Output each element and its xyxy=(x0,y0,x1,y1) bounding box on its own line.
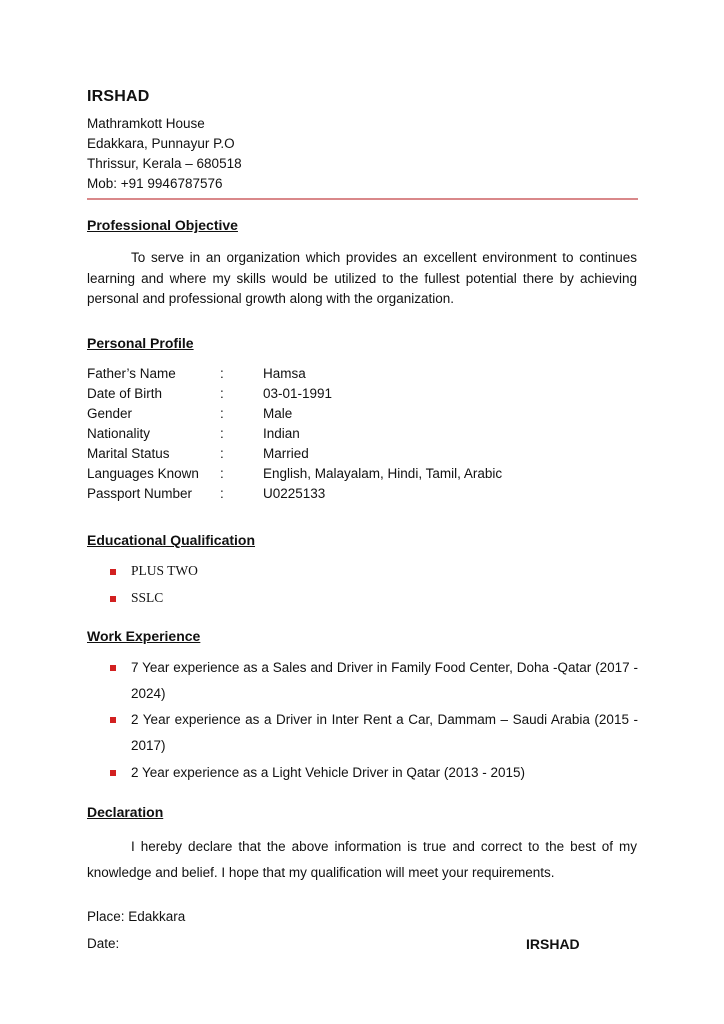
candidate-name: IRSHAD xyxy=(87,88,150,105)
profile-value: English, Malayalam, Hindi, Tamil, Arabic xyxy=(263,466,503,481)
bullet-icon xyxy=(110,596,116,602)
address-line: Mathramkott House xyxy=(87,116,205,131)
profile-value: U0225133 xyxy=(263,486,326,501)
profile-row xyxy=(87,486,627,506)
objective-text: To serve in an organization which provides an excellent environment to continues learning and where my skills would be utilized to the fullest potential there by achieving personal and professional growth along with the organization. xyxy=(87,250,637,306)
profile-value: 03-01-1991 xyxy=(263,386,333,401)
profile-row xyxy=(87,426,627,446)
date-line: Date: xyxy=(87,936,120,951)
profile-row xyxy=(87,386,627,406)
profile-colon: : xyxy=(220,366,224,381)
section-heading-objective: Professional Objective xyxy=(87,217,238,233)
profile-value: Male xyxy=(263,406,293,421)
profile-colon: : xyxy=(220,466,224,481)
education-item: PLUS TWO xyxy=(131,563,198,578)
profile-row xyxy=(87,466,627,486)
profile-row xyxy=(87,366,627,386)
profile-label: Father’s Name xyxy=(87,366,176,381)
profile-label: Passport Number xyxy=(87,486,193,501)
bullet-icon xyxy=(110,770,116,776)
profile-label: Nationality xyxy=(87,426,151,441)
signature-name: IRSHAD xyxy=(526,936,580,952)
profile-colon: : xyxy=(220,486,224,501)
profile-value: Hamsa xyxy=(263,366,306,381)
profile-row xyxy=(87,406,627,426)
address-line: Thrissur, Kerala – 680518 xyxy=(87,156,242,171)
section-heading-declaration: Declaration xyxy=(87,804,164,820)
profile-value: Indian xyxy=(263,426,300,441)
mobile-number: Mob: +91 9946787576 xyxy=(87,176,223,191)
profile-label: Gender xyxy=(87,406,133,421)
declaration-text: I hereby declare that the above information is true and correct to the best of my knowledge and belief. I hope that my qualification will meet your requirements. xyxy=(87,839,637,880)
profile-value: Married xyxy=(263,446,309,461)
section-heading-education: Educational Qualification xyxy=(87,532,256,548)
experience-item: 2 Year experience as a Driver in Inter Rent a Car, Dammam – Saudi Arabia (2015 - 2017) xyxy=(131,712,638,753)
education-item: SSLC xyxy=(131,590,164,605)
bullet-icon xyxy=(110,717,116,723)
bullet-icon xyxy=(110,665,116,671)
profile-label: Marital Status xyxy=(87,446,170,461)
profile-label: Date of Birth xyxy=(87,386,163,401)
section-heading-experience: Work Experience xyxy=(87,628,201,644)
profile-row xyxy=(87,446,627,466)
profile-colon: : xyxy=(220,446,224,461)
address-line: Edakkara, Punnayur P.O xyxy=(87,136,235,151)
profile-colon: : xyxy=(220,406,224,421)
header-divider xyxy=(87,198,638,200)
profile-colon: : xyxy=(220,386,224,401)
experience-item: 2 Year experience as a Light Vehicle Driver in Qatar (2013 - 2015) xyxy=(131,765,525,780)
section-heading-profile: Personal Profile xyxy=(87,335,194,351)
profile-colon: : xyxy=(220,426,224,441)
bullet-icon xyxy=(110,569,116,575)
place-line: Place: Edakkara xyxy=(87,909,186,924)
profile-label: Languages Known xyxy=(87,466,199,481)
experience-item: 7 Year experience as a Sales and Driver in Family Food Center, Doha -Qatar (2017 - 2024) xyxy=(131,660,638,701)
